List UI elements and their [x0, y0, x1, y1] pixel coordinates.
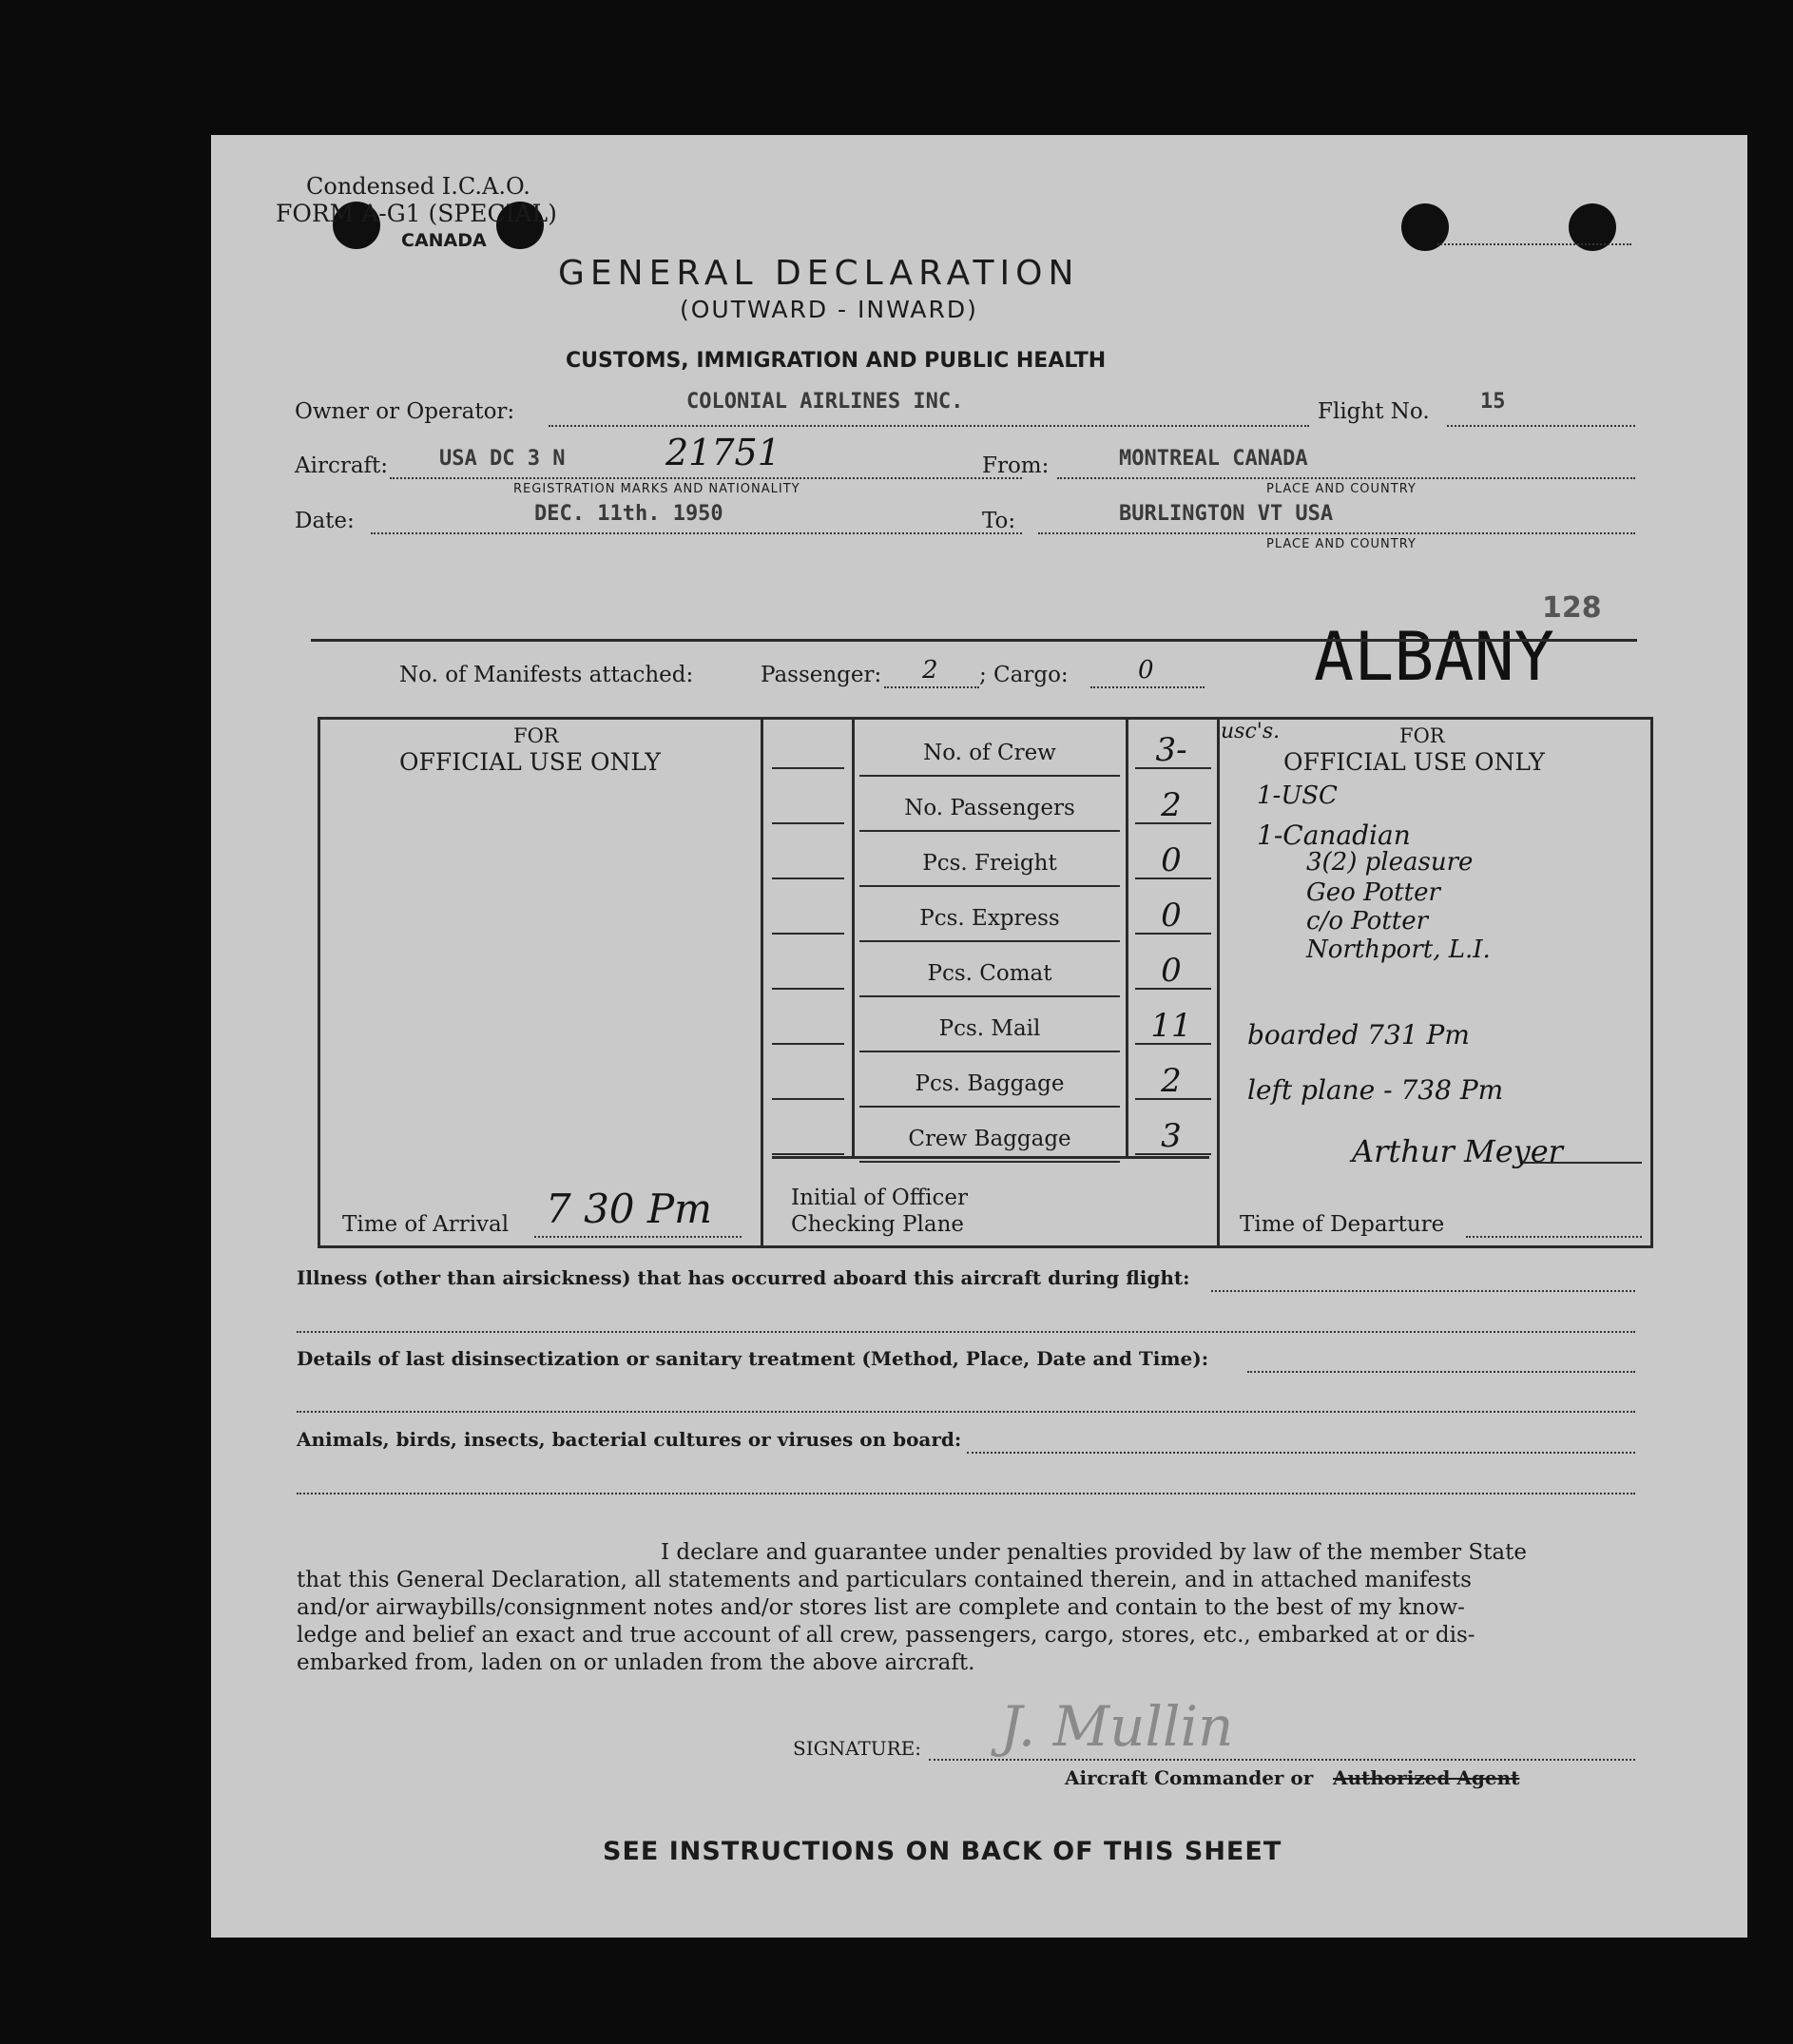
row-rule-value: [1135, 933, 1211, 935]
date-label: Date:: [295, 509, 355, 533]
signature-label: SIGNATURE:: [793, 1737, 922, 1760]
row-rule: [859, 885, 1120, 887]
time-departure-label: Time of Departure: [1240, 1212, 1445, 1237]
disinsect-line2: [297, 1411, 1635, 1413]
note-sig-stroke: [1523, 1162, 1642, 1164]
to-line: [1038, 532, 1635, 534]
note-line1: 1-USC: [1257, 781, 1338, 810]
flight-label: Flight No.: [1318, 399, 1430, 424]
aircraft-value: USA DC 3 N: [439, 447, 566, 471]
aircraft-sublabel: REGISTRATION MARKS AND NATIONALITY: [513, 482, 800, 496]
aircraft-line: [390, 477, 1022, 479]
row-rule: [859, 1161, 1120, 1163]
table-top: [318, 717, 1653, 720]
row-rule-short: [772, 877, 844, 879]
note-line5: c/o Potter: [1306, 907, 1429, 935]
table-right: [1650, 717, 1653, 1247]
page-title: GENERAL DECLARATION: [558, 254, 1080, 293]
illness-line2: [297, 1331, 1635, 1333]
row-label: No. Passengers: [904, 796, 1075, 820]
row-rule-short: [772, 767, 844, 769]
row-rule-short: [772, 822, 844, 824]
date-value: DEC. 11th. 1950: [534, 502, 723, 526]
from-value: MONTREAL CANADA: [1119, 447, 1308, 471]
row-label: Pcs. Comat: [927, 961, 1052, 986]
note-signature: Arthur Meyer: [1352, 1133, 1563, 1169]
row-rule: [859, 830, 1120, 832]
passenger-value: 2: [922, 656, 938, 685]
time-arrival-value: 7 30 Pm: [546, 1186, 712, 1232]
initial-officer-line2: Checking Plane: [791, 1212, 965, 1237]
right-for: FOR: [1399, 724, 1445, 747]
illness-question: Illness (other than airsickness) that has occurred aboard this aircraft during flight:: [297, 1266, 1190, 1289]
passenger-label: Passenger:: [761, 663, 882, 687]
row-label: No. of Crew: [923, 741, 1056, 765]
to-label: To:: [982, 509, 1016, 533]
note-line8: left plane - 738 Pm: [1247, 1074, 1504, 1106]
stamp-number: 128: [1542, 591, 1602, 625]
declaration-line1: I declare and guarantee under penalties provided by law of the member State: [661, 1540, 1527, 1565]
divider: [311, 639, 1637, 642]
row-rule: [859, 1051, 1120, 1052]
cargo-line: [1090, 686, 1205, 688]
row-rule-short: [772, 933, 844, 935]
table-left: [318, 717, 320, 1247]
note-line6: Northport, L.I.: [1306, 935, 1491, 964]
row-rule-short: [772, 1043, 844, 1045]
time-arrival-line: [534, 1236, 742, 1238]
to-value: BURLINGTON VT USA: [1119, 502, 1334, 526]
time-departure-line: [1466, 1236, 1642, 1238]
row-rule-value: [1135, 767, 1211, 769]
note-top: usc's.: [1221, 720, 1281, 743]
note-line7: boarded 731 Pm: [1247, 1019, 1470, 1051]
owner-line: [549, 425, 1309, 427]
cargo-label: ; Cargo:: [979, 663, 1069, 687]
note-line4: Geo Potter: [1306, 878, 1440, 907]
declaration-line5: embarked from, laden on or unladen from the above aircraft.: [297, 1650, 975, 1675]
declaration-sheet: [211, 135, 1747, 1938]
row-rule-short: [772, 988, 844, 990]
table-row-end: [772, 1156, 1209, 1159]
agent-label: Authorized Agent: [1333, 1766, 1520, 1789]
left-for: FOR: [513, 724, 559, 747]
passenger-line: [884, 686, 979, 688]
row-rule-value: [1135, 1043, 1211, 1045]
to-sublabel: PLACE AND COUNTRY: [1266, 537, 1417, 551]
disinsect-line1: [1247, 1371, 1635, 1373]
flight-line: [1447, 425, 1635, 427]
note-line2: 1-Canadian: [1257, 820, 1411, 851]
note-line3: 3(2) pleasure: [1306, 848, 1474, 877]
table-div1: [761, 717, 763, 1247]
disinsect-question: Details of last disinsectization or sanitary treatment (Method, Place, Date and Time):: [297, 1347, 1209, 1370]
section-title: CUSTOMS, IMMIGRATION AND PUBLIC HEALTH: [566, 349, 1107, 373]
stamp-city: ALBANY: [1314, 618, 1554, 696]
manifests-label: No. of Manifests attached:: [399, 663, 694, 687]
row-rule-value: [1135, 1098, 1211, 1100]
declaration-line4: ledge and belief an exact and true account of all crew, passengers, cargo, stores, etc., embarked at or dis-: [297, 1623, 1475, 1648]
row-rule: [859, 1106, 1120, 1108]
row-label: Pcs. Baggage: [915, 1071, 1065, 1096]
row-rule-value: [1135, 877, 1211, 879]
row-value: 2: [1161, 1062, 1182, 1100]
form-id-line2: FORM A-G1 (SPECIAL): [276, 200, 557, 227]
form-country: CANADA: [401, 230, 487, 251]
page-subtitle: (OUTWARD - INWARD): [680, 296, 978, 323]
row-rule: [859, 995, 1120, 997]
row-value: 3: [1161, 1117, 1182, 1155]
signature-line: [929, 1759, 1635, 1761]
row-value: 0: [1161, 841, 1182, 879]
date-line: [371, 532, 1022, 534]
aircraft-handwritten: 21751: [665, 432, 781, 473]
cargo-value: 0: [1138, 656, 1154, 685]
row-label: Crew Baggage: [908, 1127, 1071, 1151]
row-rule: [859, 940, 1120, 942]
form-id-line1: Condensed I.C.A.O.: [306, 173, 530, 200]
commander-label: Aircraft Commander or: [1065, 1766, 1314, 1789]
row-value: 11: [1150, 1007, 1192, 1045]
row-rule: [859, 775, 1120, 777]
animals-line2: [297, 1493, 1635, 1494]
row-rule-value: [1135, 1153, 1211, 1155]
table-div3: [1126, 717, 1128, 1156]
row-value: 2: [1161, 786, 1182, 824]
row-value: 0: [1161, 897, 1182, 935]
illness-line1: [1211, 1290, 1635, 1292]
row-rule-short: [772, 1153, 844, 1155]
row-value: 3-: [1155, 731, 1187, 769]
signature-handwritten: J. Mullin: [1000, 1694, 1234, 1759]
owner-value: COLONIAL AIRLINES INC.: [686, 390, 964, 414]
from-line: [1057, 477, 1635, 479]
row-label: Pcs. Mail: [938, 1016, 1041, 1041]
declaration-line3: and/or airwaybills/consignment notes and/or stores list are complete and contain to the best of my know-: [297, 1595, 1465, 1620]
footer-instructions: SEE INSTRUCTIONS ON BACK OF THIS SHEET: [603, 1837, 1282, 1866]
row-label: Pcs. Freight: [922, 851, 1057, 876]
declaration-line2: that this General Declaration, all statements and particulars contained therein, and in attached manifests: [297, 1568, 1472, 1592]
time-arrival-label: Time of Arrival: [342, 1212, 510, 1237]
initial-officer-line1: Initial of Officer: [791, 1186, 968, 1210]
flight-value: 15: [1480, 390, 1506, 414]
right-official-use: OFFICIAL USE ONLY: [1283, 748, 1545, 776]
aircraft-label: Aircraft:: [295, 453, 389, 478]
row-rule-short: [772, 1098, 844, 1100]
row-label: Pcs. Express: [919, 906, 1060, 931]
animals-question: Animals, birds, insects, bacterial cultures or viruses on board:: [297, 1428, 962, 1451]
owner-label: Owner or Operator:: [295, 399, 515, 424]
table-bottom: [318, 1245, 1653, 1248]
from-sublabel: PLACE AND COUNTRY: [1266, 482, 1417, 496]
row-rule-value: [1135, 822, 1211, 824]
animals-line1: [967, 1452, 1635, 1454]
row-rule-value: [1135, 988, 1211, 990]
left-official-use: OFFICIAL USE ONLY: [399, 748, 661, 776]
row-value: 0: [1161, 952, 1182, 990]
form-number-line: [1437, 243, 1631, 245]
from-label: From:: [982, 453, 1050, 478]
table-div4: [1217, 717, 1220, 1247]
